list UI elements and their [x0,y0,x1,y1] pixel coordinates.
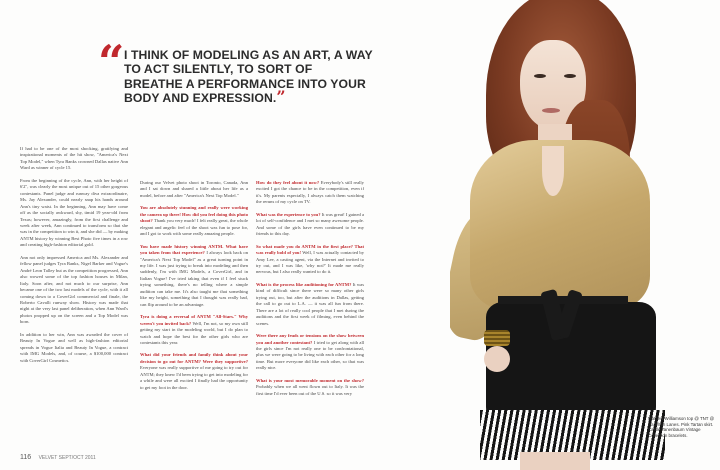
qa-item [256,180,364,206]
article-column-2 [140,180,248,397]
eye-shape [534,74,546,78]
answer-text: It was great! I gained a lot of self-confidence and I met so many awesome people. And some of the girls have even continued to be my friends to this day. [256,211,365,237]
answer-text: Well, I'm not, so my own still getting my start in the modeling world, but I do plan to watch and hope the best for the other girls who are contestants this year. [140,320,248,345]
eye-shape [564,74,576,78]
photo-caption: Mathew Williamson top @ TNT @ Hazelton Lanes. Pink Tartan skirt. Castle Tanenbaum Vintage Collection bracelets. [648,416,715,438]
answer-text: Everyone was really supportive of me going to try out for ANTM; they knew I'd been trying to get into modeling for a while and were all excited I finally had the opportunity to get my foot in the door. [140,365,248,390]
question-text: So what made you do ANTM in the first place? That was really bold of you! [256,243,364,256]
article-column-1 [20,146,128,370]
answer-text: Thank you very much! I felt really great, the whole elegant and angelic feel of the shoot was fun to pose for, and I got to work with some really amazing people. [140,218,248,237]
qa-item [256,378,364,397]
qa-item [140,314,248,346]
qa-item [256,212,364,238]
paragraph: Ann not only impressed America and Ms. Alexander and fellow panel judges Tyra Banks, Nigel Barker and Vogue's André Leon Talley but as the competition progressed, Ann also wowed some of the top fashion houses in Milan, Italy. Soon after, and not much to our surprise, Ann became one of the two last models of the cycle, with it all coming down to a CoverGirl commercial and finale, the Roberto Cavalli runway show. History was made that night at the very last panel deliberation, when Ann Ward's photos propped up on the screen and a Top Model was born. [20,254,128,325]
open-quote-mark: “ [98,35,125,89]
lips-shape [542,108,560,113]
question-text: You have made history winning ANTM. What have you taken from that experience? [140,243,248,256]
answer-text: I always look back on "America's Next Top Model" as a great turning point in my life. I was just trying to break into modeling and then suddenly, I'm with IMG Models, a CoverGirl, and in Italian Vogue! I've tried taking that even if I feel stuck trying something, there's no telling where a simple audition can take me. It's also taught me that something like my height, something that I thought was really bad, can flip around to be an advantage. [140,250,249,307]
answer-text: Probably when we all went flown out to Italy. It was the first time I'd ever been out of the U.S. so it was very [256,384,364,396]
question-text: Were there any feuds or tensions on the show between you and another contestant? [256,333,364,345]
page-footer [20,454,96,461]
qa-item [256,333,364,372]
qa-item [140,244,248,309]
question-text: You are absolutely stunning and really were working the camera up there! How did you feel doing this photo shoot? [140,205,248,224]
belt-shape [498,296,628,304]
paragraph: From the beginning of the cycle, Ann, with her height of 6'2", was clearly the most unique out of 15 other gorgeous contestants. Panel judge and runway diva extraordinaire, Ms. Jay Alexander, could nearly snap his hands around Ann's tiny waist. In the beginning, Ann may have come off as the socially awkward, shy, timid 19 year-old from Texas; however, amazingly, from the first challenge and week after week, Ann continued to transform so that she was in the competition to win it, and she did — by making ANTM history by winning Best Photo five times in a row and creating high-fashion editorial gold. [20,177,128,248]
answer-text: Everybody's still really excited I got the chance to be in the competition, even if it's. My parents especially, I always catch them watching the reruns of my cycle on TV. [256,180,364,205]
close-quote-mark: ” [276,86,286,106]
pull-quote-body: I THINK OF MODELING AS AN ART, A WAY TO ACT SILENTLY, TO SORT OF BREATHE A PERFORMANCE INTO YOUR BODY AND EXPRESSION. [124,48,373,105]
question-text: What was the experience to you? [256,211,321,217]
paragraph: In addition to her win, Ann was awarded the cover of Beauty In Vogue and well as high-fashion editorial spreads in Vogue Italia and Beauty In Vogue, a contract with IMG Models, and, of course, a $100,000 contract with CoverGirl Cosmetics. [20,331,128,363]
answer-text: Well, I was actually contacted by Amy Lee, a casting agent, via the Internet and invited to try out, and I was like, 'why not?' It made me really nervous, but I also really wanted to do it. [256,250,365,275]
question-text: What is the process like auditioning for ANTM? [256,281,352,287]
issue-label: VELVET SEPT/OCT 2011 [38,455,96,461]
model-photo [450,0,720,470]
question-text: How do they feel about it now? [256,180,320,185]
paragraph: If had to be one of the most shocking, gratifying and inspirational moments of the hit show, "America's Next Top Model," when Tyra Banks crowned Dallas native Ann Ward as winner of cycle 15. [20,146,128,171]
qa-item [256,244,364,276]
question-text: What is your most memorable moment on the show? [256,377,364,383]
article-column-3 [256,180,364,403]
neckline-shape [542,146,564,196]
qa-item [256,282,364,327]
qa-item [140,352,248,391]
answer-text: I tried to get along with all the girls since I'm not really one to be confrontational, plus we were going to be living with each other for a long time. But more everyone did like each other, so that was really nice. [256,339,365,371]
page-number: 116 [20,454,32,461]
bracelets-shape [484,330,510,346]
question-text: What did your friends and family think about your decision to go out for ANTM? Were they supportive? [140,352,248,364]
question-text: Tyra is doing a reversal of ANTM "All-Stars." Why weren't you invited back? [140,314,248,326]
answer-text: It was kind of difficult since there were so many other girls trying out, too, but after the auditions in Dallas, getting the call to go out to L.A. — it was all fun from there. There are a lot of really cool people that I met during the auditions and the first week of filming, even behind the scenes. [256,281,364,326]
answer-text: During our Velvet photo shoot in Toronto, Canada, Ann and I sat down and shared a little about her life as a model, before and after "America's Next Top Model." [140,180,248,198]
qa-item [140,205,248,237]
qa-item [140,180,248,199]
hand-shape [484,346,510,372]
legs-shape [520,452,590,470]
pull-quote-text [124,48,374,105]
